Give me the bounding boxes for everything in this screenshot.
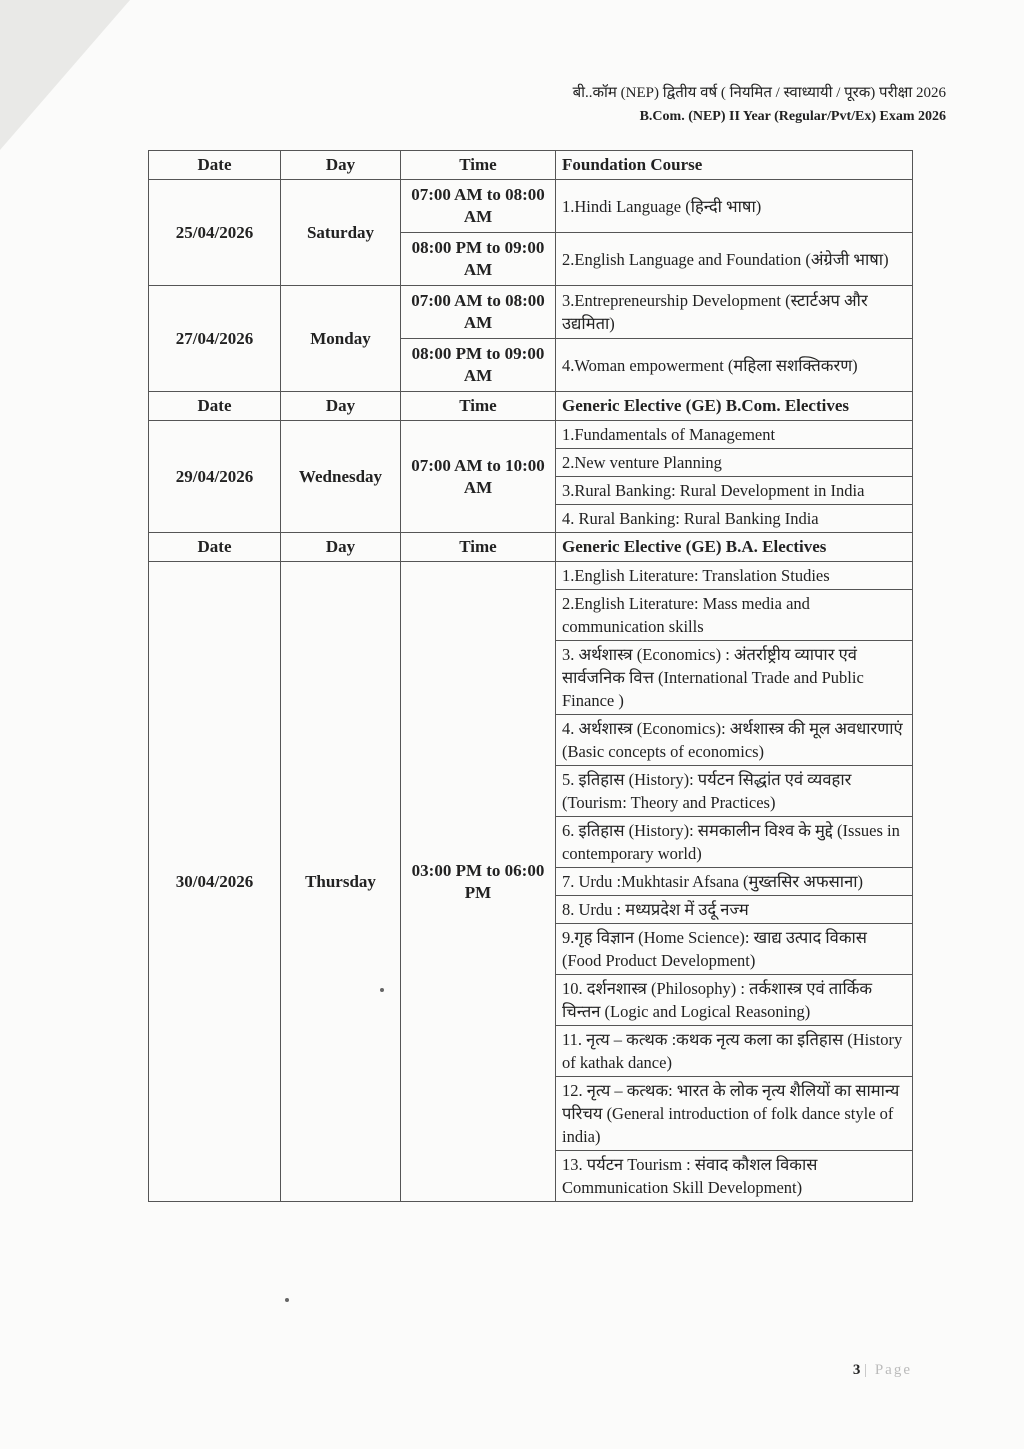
exam-schedule-table — [148, 150, 913, 1202]
scan-speck — [380, 988, 384, 992]
day-header: Day — [281, 151, 401, 180]
course-name: 5. इतिहास (History): पर्यटन सिद्धांत एवं व्यवहार (Tourism: Theory and Practices) — [556, 766, 913, 817]
exam-date: 30/04/2026 — [149, 562, 281, 1202]
course-name: 4. Rural Banking: Rural Banking India — [556, 505, 913, 533]
exam-time: 07:00 AM to 08:00 AM — [401, 180, 556, 233]
course-name: 11. नृत्य – कत्थक :कथक नृत्य कला का इतिहास (History of kathak dance) — [556, 1026, 913, 1077]
exam-day: Wednesday — [281, 421, 401, 533]
time-header: Time — [401, 533, 556, 562]
course-name: 4.Woman empowerment (महिला सशक्तिकरण) — [556, 339, 913, 392]
exam-date: 25/04/2026 — [149, 180, 281, 286]
course-name: 3.Rural Banking: Rural Development in India — [556, 477, 913, 505]
page-number: 3 — [852, 1362, 861, 1378]
course-name: 10. दर्शनशास्त्र (Philosophy) : तर्कशास्त्र एवं तार्किक चिन्तन (Logic and Logical Reasoning) — [556, 975, 913, 1026]
section-header-row — [149, 392, 913, 421]
exam-day: Saturday — [281, 180, 401, 286]
course-name: 2.English Literature: Mass media and communication skills — [556, 590, 913, 641]
course-name: 8. Urdu : मध्यप्रदेश में उर्दू नज्म — [556, 896, 913, 924]
exam-date: 27/04/2026 — [149, 286, 281, 392]
bcom-electives-heading: Generic Elective (GE) B.Com. Electives — [556, 392, 913, 421]
ba-electives-heading: Generic Elective (GE) B.A. Electives — [556, 533, 913, 562]
page-label: | Page — [864, 1362, 912, 1378]
scan-speck — [285, 1298, 289, 1302]
table-row — [149, 180, 913, 233]
section-header-row — [149, 151, 913, 180]
course-name: 1.English Literature: Translation Studies — [556, 562, 913, 590]
exam-header — [573, 82, 946, 128]
exam-day: Thursday — [281, 562, 401, 1202]
course-name: 2.New venture Planning — [556, 449, 913, 477]
english-title: B.Com. (NEP) II Year (Regular/Pvt/Ex) Exam 2026 — [639, 109, 946, 124]
table-row — [149, 421, 913, 449]
course-name: 7. Urdu :Mukhtasir Afsana (मुख्तसिर अफसाना) — [556, 868, 913, 896]
page-footer — [853, 1362, 912, 1379]
date-header: Date — [149, 392, 281, 421]
day-header: Day — [281, 392, 401, 421]
table-row — [149, 286, 913, 339]
course-name: 13. पर्यटन Tourism : संवाद कौशल विकास Communication Skill Development) — [556, 1151, 913, 1202]
course-name: 2.English Language and Foundation (अंग्रेजी भाषा) — [556, 233, 913, 286]
course-name: 3. अर्थशास्त्र (Economics) : अंतर्राष्ट्रीय व्यापार एवं सार्वजनिक वित्त (International Trade and Public Finance ) — [556, 641, 913, 715]
course-name: 1.Fundamentals of Management — [556, 421, 913, 449]
exam-time: 03:00 PM to 06:00 PM — [401, 562, 556, 1202]
folded-corner — [0, 0, 130, 150]
exam-time: 07:00 AM to 08:00 AM — [401, 286, 556, 339]
exam-time: 08:00 PM to 09:00 AM — [401, 339, 556, 392]
date-header: Date — [149, 151, 281, 180]
section-header-row — [149, 533, 913, 562]
course-name: 12. नृत्य – कत्थक: भारत के लोक नृत्य शैलियों का सामान्य परिचय (General introduction of folk dance style of india) — [556, 1077, 913, 1151]
exam-time: 08:00 PM to 09:00 AM — [401, 233, 556, 286]
foundation-course-heading: Foundation Course — [556, 151, 913, 180]
time-header: Time — [401, 151, 556, 180]
time-header: Time — [401, 392, 556, 421]
table-row — [149, 562, 913, 590]
day-header: Day — [281, 533, 401, 562]
course-name: 9.गृह विज्ञान (Home Science): खाद्य उत्पाद विकास (Food Product Development) — [556, 924, 913, 975]
exam-date: 29/04/2026 — [149, 421, 281, 533]
date-header: Date — [149, 533, 281, 562]
course-name: 4. अर्थशास्त्र (Economics): अर्थशास्त्र की मूल अवधारणाएं (Basic concepts of economics) — [556, 715, 913, 766]
course-name: 1.Hindi Language (हिन्दी भाषा) — [556, 180, 913, 233]
exam-time: 07:00 AM to 10:00 AM — [401, 421, 556, 533]
hindi-title: बी..कॉम (NEP) द्वितीय वर्ष ( नियमित / स्वाध्यायी / पूरक) परीक्षा 2026 — [572, 85, 946, 101]
course-name: 3.Entrepreneurship Development (स्टार्टअप और उद्यमिता) — [556, 286, 913, 339]
course-name: 6. इतिहास (History): समकालीन विश्व के मुद्दे (Issues in contemporary world) — [556, 817, 913, 868]
exam-day: Monday — [281, 286, 401, 392]
